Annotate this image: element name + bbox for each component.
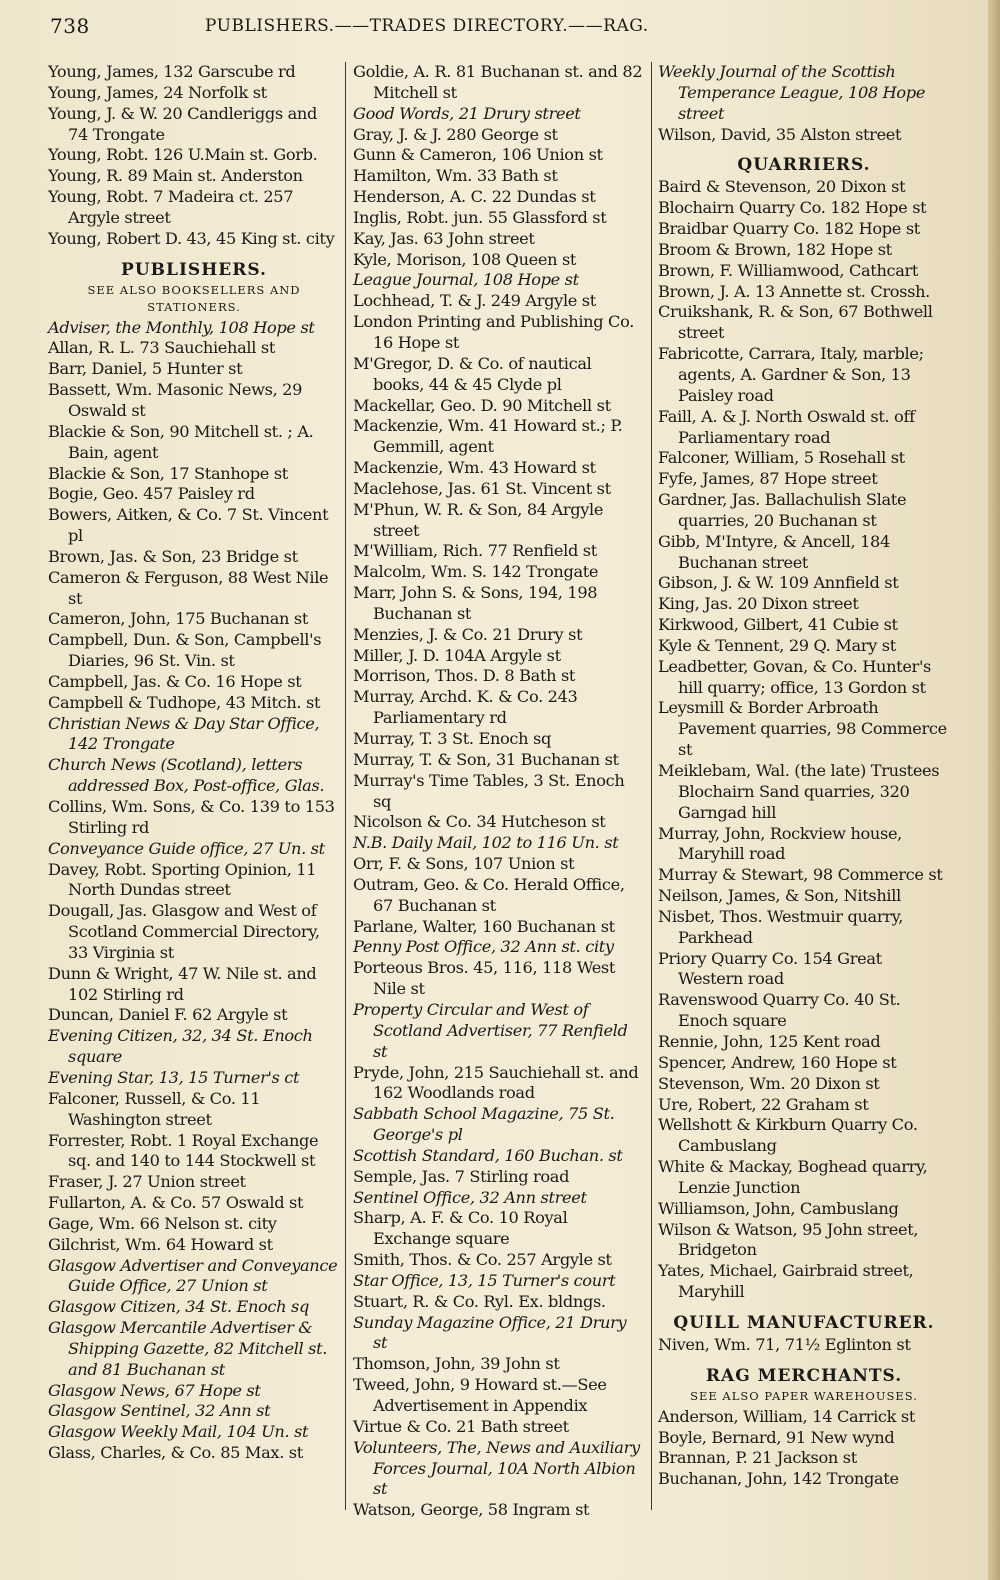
- directory-entry: Spencer, Andrew, 160 Hope st: [658, 1052, 897, 1072]
- directory-entry: Wilson & Watson, 95 John street, Bridgeton: [658, 1219, 919, 1260]
- directory-entry: Yates, Michael, Gairbraid street, Maryhill: [658, 1261, 914, 1302]
- directory-entry: Henderson, A. C. 22 Dundas st: [353, 187, 596, 207]
- directory-entry: Evening Citizen, 32, 34 St. Enoch square: [48, 1026, 313, 1067]
- directory-entry: Glass, Charles, & Co. 85 Max. st: [48, 1443, 303, 1463]
- directory-entry: Evening Star, 13, 15 Turner's ct: [48, 1067, 300, 1087]
- directory-entry: Murray, T. 3 St. Enoch sq: [353, 729, 551, 748]
- directory-entry: Maclehose, Jas. 61 St. Vincent st: [353, 478, 611, 498]
- directory-entry: Weekly Journal of the Scottish Temperance League, 108 Hope street: [658, 62, 926, 123]
- section-heading: QUARRIERS.: [737, 155, 871, 176]
- directory-entry: Faill, A. & J. North Oswald st. off Parliamentary road: [658, 406, 915, 447]
- directory-entry: Campbell, Dun. & Son, Campbell's Diaries, 96 St. Vin. st: [48, 630, 322, 671]
- directory-entry: Mackenzie, Wm. 43 Howard st: [353, 458, 596, 478]
- section-subheading: SEE ALSO PAPER WAREHOUSES.: [690, 1388, 918, 1403]
- directory-entry: Kyle, Morison, 108 Queen st: [353, 249, 577, 269]
- directory-entry: M'Gregor, D. & Co. of nautical books, 44 & 45 Clyde pl: [353, 353, 592, 394]
- section-heading: PUBLISHERS.: [121, 259, 267, 280]
- directory-entry: White & Mackay, Boghead quarry, Lenzie Junction: [658, 1157, 928, 1197]
- directory-entry: Leadbetter, Govan, & Co. Hunter's hill quarry; office, 13 Gordon st: [658, 656, 932, 697]
- directory-entry: Volunteers, The, News and Auxiliary Forces Journal, 10A North Albion st: [353, 1437, 640, 1499]
- directory-entry: Nisbet, Thos. Westmuir quarry, Parkhead: [658, 906, 904, 947]
- directory-entry: Menzies, J. & Co. 21 Drury st: [353, 624, 583, 644]
- directory-entry: Gunn & Cameron, 106 Union st: [353, 145, 603, 165]
- directory-entry: Brannan, P. 21 Jackson st: [658, 1448, 857, 1468]
- directory-entry: Gilchrist, Wm. 64 Howard st: [48, 1234, 273, 1254]
- directory-entry: Thomson, John, 39 John st: [353, 1354, 560, 1374]
- page-number: 738: [50, 14, 90, 38]
- directory-entry: Cameron & Ferguson, 88 West Nile st: [48, 567, 329, 608]
- directory-entry: Watson, George, 58 Ingram st: [353, 1500, 590, 1520]
- directory-entry: Glasgow Sentinel, 32 Ann st: [48, 1401, 271, 1421]
- directory-entry: Gardner, Jas. Ballachulish Slate quarries, 20 Buchanan st: [658, 490, 907, 530]
- directory-entry: Bassett, Wm. Masonic News, 29 Oswald st: [48, 380, 303, 420]
- column-2: [353, 62, 645, 1521]
- directory-entry: Glasgow Citizen, 34 St. Enoch sq: [48, 1297, 309, 1317]
- directory-entry: Wellshott & Kirkburn Quarry Co. Cambuslang: [658, 1115, 918, 1156]
- directory-entry: Parlane, Walter, 160 Buchanan st: [353, 916, 615, 936]
- directory-entry: Hamilton, Wm. 33 Bath st: [353, 166, 558, 186]
- directory-entry: Cruikshank, R. & Son, 67 Bothwell street: [658, 302, 933, 343]
- directory-entry: Brown, Jas. & Son, 23 Bridge st: [48, 546, 298, 566]
- directory-entry: Forrester, Robt. 1 Royal Exchange sq. and 140 to 144 Stockwell st: [48, 1130, 319, 1171]
- column-3: [658, 62, 950, 1490]
- directory-entry: Young, J. & W. 20 Candleriggs and 74 Trongate: [48, 103, 318, 144]
- directory-entry: Lochhead, T. & J. 249 Argyle st: [353, 291, 596, 311]
- page-edge: [988, 0, 1000, 1580]
- directory-entry: Inglis, Robt. jun. 55 Glassford st: [353, 207, 607, 227]
- directory-entry: League Journal, 108 Hope st: [353, 270, 579, 290]
- directory-entry: Blackie & Son, 17 Stanhope st: [48, 463, 288, 483]
- directory-entry: Falconer, William, 5 Rosehall st: [658, 448, 905, 468]
- directory-entry: Glasgow News, 67 Hope st: [48, 1380, 261, 1400]
- directory-entry: Sharp, A. F. & Co. 10 Royal Exchange square: [353, 1208, 568, 1249]
- directory-entry: Young, James, 24 Norfolk st: [48, 82, 267, 102]
- directory-entry: Murray, T. & Son, 31 Buchanan st: [353, 749, 619, 769]
- directory-entry: Braidbar Quarry Co. 182 Hope st: [658, 219, 920, 239]
- directory-entry: Penny Post Office, 32 Ann st. city: [353, 937, 614, 957]
- directory-entry: King, Jas. 20 Dixon street: [658, 594, 859, 614]
- directory-entry: Buchanan, John, 142 Trongate: [658, 1469, 899, 1489]
- directory-entry: Miller, J. D. 104A Argyle st: [353, 645, 561, 665]
- directory-entry: Mackenzie, Wm. 41 Howard st.; P. Gemmill, agent: [353, 416, 623, 457]
- directory-entry: Conveyance Guide office, 27 Un. st: [48, 838, 325, 858]
- directory-entry: Kirkwood, Gilbert, 41 Cubie st: [658, 615, 898, 635]
- directory-entry: Wilson, David, 35 Alston street: [658, 124, 902, 144]
- directory-entry: Tweed, John, 9 Howard st.—See Advertisement in Appendix: [353, 1375, 607, 1415]
- directory-entry: Murray & Stewart, 98 Commerce st: [658, 865, 943, 885]
- directory-entry: Stuart, R. & Co. Ryl. Ex. bldngs.: [353, 1291, 606, 1311]
- directory-entry: Leysmill & Border Arbroath Pavement quarries, 98 Commerce st: [658, 698, 947, 760]
- directory-entry: Marr, John S. & Sons, 194, 198 Buchanan st: [353, 583, 598, 623]
- directory-entry: Porteous Bros. 45, 116, 118 West Nile st: [353, 958, 616, 999]
- directory-entry: Star Office, 13, 15 Turner's court: [353, 1270, 616, 1290]
- directory-entry: Young, James, 132 Garscube rd: [48, 62, 296, 81]
- directory-entry: Christian News & Day Star Office, 142 Trongate: [48, 713, 320, 754]
- directory-entry: Scottish Standard, 160 Buchan. st: [353, 1145, 623, 1165]
- section-heading: RAG MERCHANTS.: [705, 1365, 903, 1386]
- directory-entry: Cameron, John, 175 Buchanan st: [48, 609, 309, 629]
- directory-entry: Ravenswood Quarry Co. 40 St. Enoch square: [658, 990, 901, 1031]
- directory-entry: London Printing and Publishing Co. 16 Hope st: [353, 312, 635, 352]
- directory-entry: Gibb, M'Intyre, & Ancell, 184 Buchanan street: [658, 531, 890, 572]
- directory-entry: Semple, Jas. 7 Stirling road: [353, 1166, 570, 1186]
- directory-entry: Murray, Archd. K. & Co. 243 Parliamentary rd: [353, 687, 578, 728]
- directory-entry: Fullarton, A. & Co. 57 Oswald st: [48, 1193, 304, 1213]
- section-heading: QUILL MANUFACTURER.: [673, 1312, 935, 1333]
- directory-entry: Campbell, Jas. & Co. 16 Hope st: [48, 671, 302, 691]
- directory-entry: Fabricotte, Carrara, Italy, marble; agents, A. Gardner & Son, 13 Paisley road: [658, 344, 924, 405]
- directory-entry: Murray's Time Tables, 3 St. Enoch sq: [353, 770, 625, 811]
- directory-entry: Priory Quarry Co. 154 Great Western road: [658, 948, 882, 989]
- directory-entry: Outram, Geo. & Co. Herald Office, 67 Buchanan st: [353, 874, 625, 915]
- directory-entry: Pryde, John, 215 Sauchiehall st. and 162 Woodlands road: [353, 1062, 639, 1103]
- directory-entry: Property Circular and West of Scotland Advertiser, 77 Renfield st: [353, 999, 628, 1061]
- directory-entry: Duncan, Daniel F. 62 Argyle st: [48, 1005, 288, 1025]
- column-1: [48, 62, 340, 1464]
- directory-entry: Stevenson, Wm. 20 Dixon st: [658, 1073, 880, 1093]
- directory-entry: Virtue & Co. 21 Bath street: [353, 1416, 569, 1436]
- directory-entry: Glasgow Weekly Mail, 104 Un. st: [48, 1422, 309, 1442]
- directory-entry: Sabbath School Magazine, 75 St. George's pl: [353, 1104, 615, 1145]
- directory-entry: Fyfe, James, 87 Hope street: [658, 469, 878, 489]
- directory-entry: Meiklebam, Wal. (the late) Trustees Blochairn Sand quarries, 320 Garngad hill: [658, 761, 940, 822]
- directory-entry: Morrison, Thos. D. 8 Bath st: [353, 666, 576, 686]
- directory-entry: Adviser, the Monthly, 108 Hope st: [48, 317, 315, 337]
- directory-entry: Church News (Scotland), letters addressed Box, Post-office, Glas.: [48, 755, 325, 796]
- directory-entry: Young, Robt. 7 Madeira ct. 257 Argyle street: [48, 187, 294, 227]
- directory-entry: Barr, Daniel, 5 Hunter st: [48, 359, 243, 379]
- directory-entry: Ure, Robert, 22 Graham st: [658, 1094, 869, 1114]
- directory-entry: Sunday Magazine Office, 21 Drury st: [353, 1312, 627, 1353]
- directory-entry: Boyle, Bernard, 91 New wynd: [658, 1427, 895, 1447]
- directory-entry: Kay, Jas. 63 John street: [353, 228, 535, 248]
- directory-entry: N.B. Daily Mail, 102 to 116 Un. st: [353, 833, 619, 853]
- directory-entry: Niven, Wm. 71, 71½ Eglinton st: [658, 1334, 911, 1354]
- directory-entry: Gage, Wm. 66 Nelson st. city: [48, 1213, 277, 1233]
- directory-entry: Murray, John, Rockview house, Maryhill road: [658, 823, 902, 864]
- directory-entry: Blochairn Quarry Co. 182 Hope st: [658, 198, 927, 218]
- directory-entry: Bogie, Geo. 457 Paisley rd: [48, 484, 255, 504]
- directory-entry: Neilson, James, & Son, Nitshill: [658, 886, 901, 906]
- directory-entry: Glasgow Advertiser and Conveyance Guide Office, 27 Union st: [48, 1255, 338, 1296]
- directory-entry: Glasgow Mercantile Advertiser & Shipping Gazette, 82 Mitchell st. and 81 Buchanan st: [48, 1318, 328, 1379]
- directory-entry: Gray, J. & J. 280 George st: [353, 124, 558, 144]
- section-subheading: SEE ALSO BOOKSELLERS AND STATIONERS.: [87, 282, 301, 314]
- directory-entry: Kyle & Tennent, 29 Q. Mary st: [658, 635, 896, 655]
- directory-entry: M'Phun, W. R. & Son, 84 Argyle street: [353, 499, 604, 540]
- directory-entry: M'William, Rich. 77 Renfield st: [353, 541, 597, 561]
- directory-entry: Davey, Robt. Sporting Opinion, 11 North Dundas street: [48, 859, 317, 900]
- directory-entry: Williamson, John, Cambuslang: [658, 1198, 899, 1218]
- directory-entry: Dougall, Jas. Glasgow and West of Scotland Commercial Directory, 33 Virginia st: [48, 901, 320, 962]
- directory-entry: Sentinel Office, 32 Ann street: [353, 1187, 587, 1207]
- directory-entry: Brown, F. Williamwood, Cathcart: [658, 260, 919, 280]
- directory-entry: Young, Robt. 126 U.Main st. Gorb.: [48, 145, 318, 165]
- directory-entry: Blackie & Son, 90 Mitchell st. ; A. Bain, agent: [48, 421, 314, 462]
- directory-entry: Young, Robert D. 43, 45 King st. city: [48, 228, 335, 248]
- directory-entry: Collins, Wm. Sons, & Co. 139 to 153 Stirling rd: [48, 797, 335, 837]
- running-head: PUBLISHERS.——TRADES DIRECTORY.——RAG.: [205, 16, 649, 36]
- directory-entry: Smith, Thos. & Co. 257 Argyle st: [353, 1250, 612, 1270]
- directory-entry: Broom & Brown, 182 Hope st: [658, 239, 892, 259]
- directory-entry: Mackellar, Geo. D. 90 Mitchell st: [353, 395, 611, 415]
- directory-entry: Nicolson & Co. 34 Hutcheson st: [353, 812, 606, 832]
- directory-entry: Gibson, J. & W. 109 Annfield st: [658, 573, 899, 593]
- directory-entry: Campbell & Tudhope, 43 Mitch. st: [48, 692, 321, 712]
- directory-entry: Rennie, John, 125 Kent road: [658, 1031, 881, 1051]
- directory-entry: Orr, F. & Sons, 107 Union st: [353, 854, 575, 874]
- directory-entry: Falconer, Russell, & Co. 11 Washington street: [48, 1088, 261, 1129]
- directory-entry: Allan, R. L. 73 Sauchiehall st: [48, 338, 275, 358]
- directory-entry: Baird & Stevenson, 20 Dixon st: [658, 177, 906, 197]
- directory-entry: Young, R. 89 Main st. Anderston: [48, 166, 303, 186]
- directory-entry: Brown, J. A. 13 Annette st. Crossh.: [658, 281, 930, 301]
- directory-entry: Dunn & Wright, 47 W. Nile st. and 102 Stirling rd: [48, 963, 317, 1004]
- directory-entry: Good Words, 21 Drury street: [353, 103, 581, 123]
- directory-entry: Goldie, A. R. 81 Buchanan st. and 82 Mitchell st: [353, 62, 643, 102]
- directory-entry: Malcolm, Wm. S. 142 Trongate: [353, 562, 599, 582]
- directory-entry: Anderson, William, 14 Carrick st: [658, 1406, 915, 1426]
- directory-entry: Fraser, J. 27 Union street: [48, 1172, 246, 1192]
- page-header: [50, 14, 950, 44]
- directory-columns: [48, 62, 953, 1562]
- directory-entry: Bowers, Aitken, & Co. 7 St. Vincent pl: [48, 505, 329, 546]
